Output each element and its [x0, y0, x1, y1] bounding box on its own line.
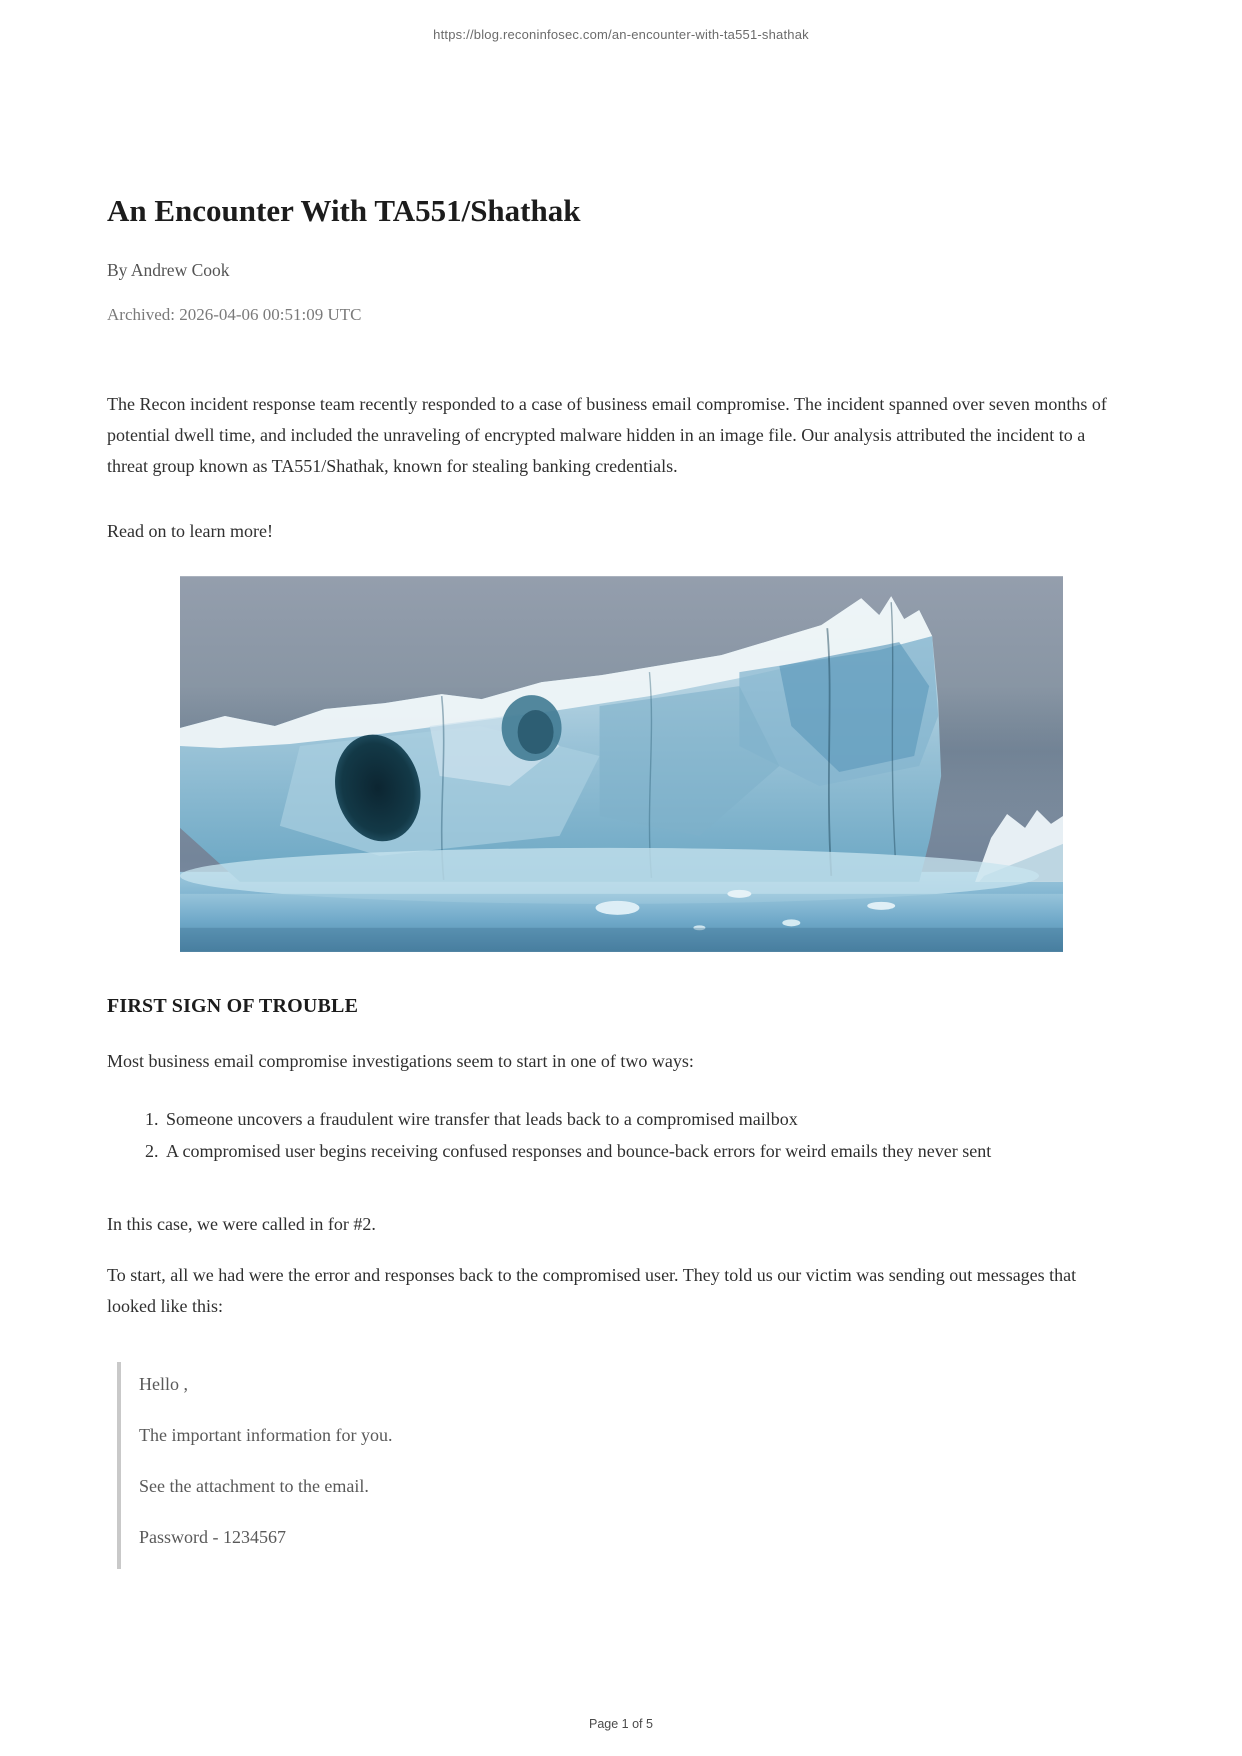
- quote-line: Hello ,: [139, 1374, 188, 1394]
- page-title: An Encounter With TA551/Shathak: [107, 193, 581, 228]
- case-paragraph: In this case, we were called in for #2.: [107, 1214, 376, 1234]
- phishing-email-quote: [117, 1362, 1135, 1569]
- list-item: 2. A compromised user begins receiving confused responses and bounce-back errors for weird emails they never sent: [163, 1136, 1116, 1167]
- list-item: 1. Someone uncovers a fraudulent wire transfer that leads back to a compromised mailbox: [163, 1104, 1116, 1135]
- iceberg-hero-image: [180, 576, 1063, 952]
- archive-url: https://blog.reconinfosec.com/an-encounter-with-ta551-shathak: [433, 27, 809, 42]
- intro-paragraph: The Recon incident response team recently responded to a case of business email compromise. The incident spanned over seven months of potential dwell time, and included the unraveling of encrypted malware hidden in an image file. Our analysis attributed the incident to a threat group known as TA551/Shathak, known for stealing banking credentials.: [107, 394, 1107, 476]
- iceberg-illustration: [180, 576, 1063, 952]
- bec-start-list: [107, 1104, 1135, 1167]
- byline: By Andrew Cook: [107, 260, 230, 280]
- archived-timestamp: Archived: 2026-04-06 00:51:09 UTC: [107, 305, 362, 324]
- article-body: [107, 0, 1135, 1569]
- page-number: Page 1 of 5: [589, 1717, 653, 1731]
- quote-line: See the attachment to the email.: [139, 1476, 369, 1496]
- read-on-paragraph: Read on to learn more!: [107, 521, 273, 541]
- quote-line: The important information for you.: [139, 1425, 393, 1445]
- to-start-paragraph: To start, all we had were the error and responses back to the compromised user. They told us our victim was sending out messages that looked like this:: [107, 1265, 1077, 1316]
- two-ways-paragraph: Most business email compromise investigations seem to start in one of two ways:: [107, 1051, 694, 1071]
- section-heading: FIRST SIGN OF TROUBLE: [107, 995, 359, 1017]
- quote-line: Password - 1234567: [139, 1527, 286, 1547]
